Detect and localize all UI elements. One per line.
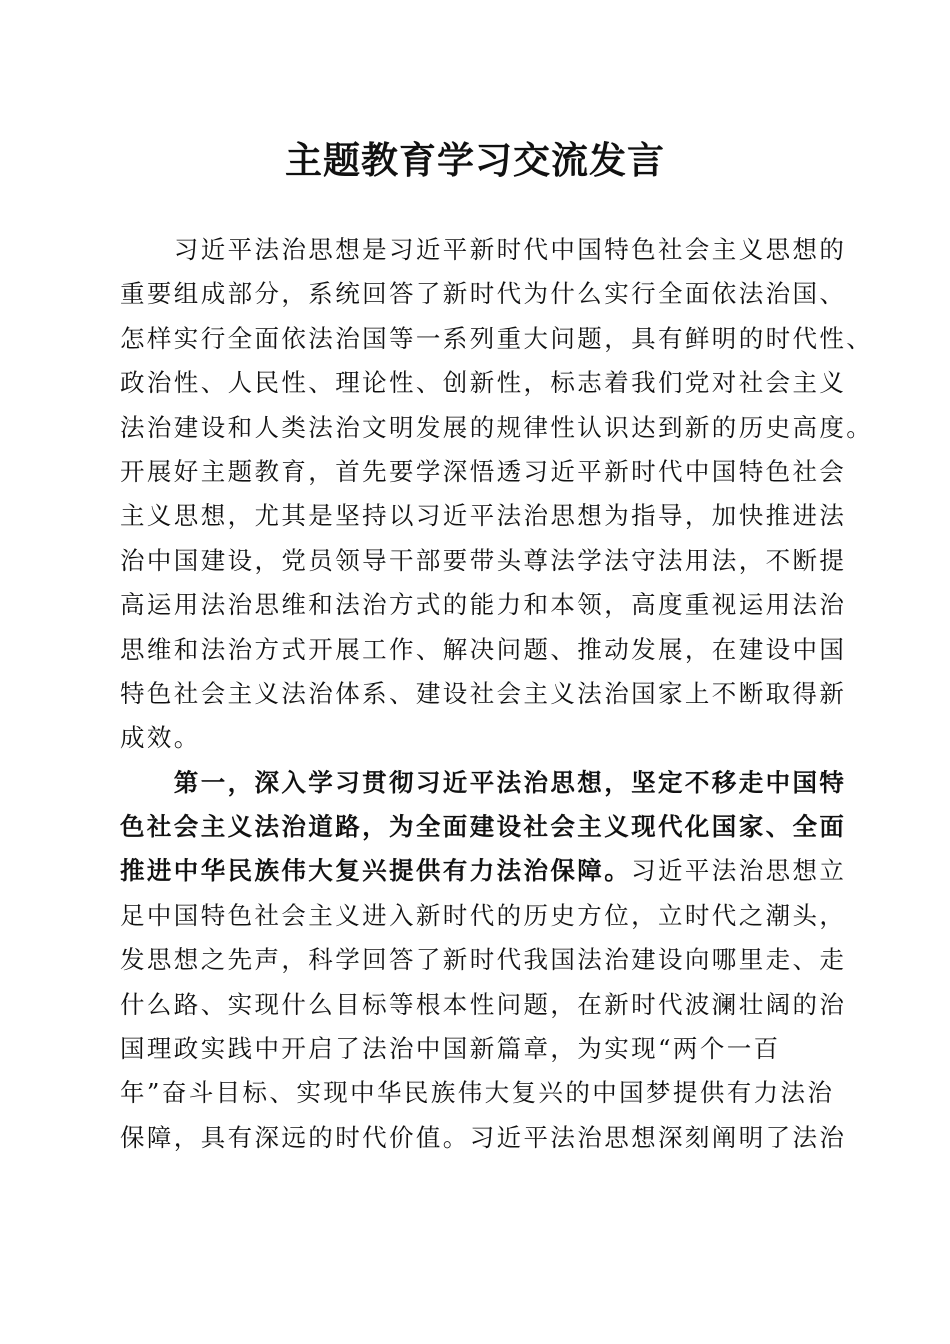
paragraph-1-line: 主义思想，尤其是坚持以习近平法治思想为指导，加快推进法 xyxy=(120,501,847,531)
paragraph-1-line: 特色社会主义法治体系、建设社会主义法治国家上不断取得新 xyxy=(120,678,847,708)
paragraph-2-mixed-line xyxy=(120,849,847,893)
paragraph-2-line: 什么路、实现什么目标等根本性问题，在新时代波澜壮阔的治 xyxy=(120,989,847,1019)
paragraph-2-line: 足中国特色社会主义进入新时代的历史方位，立时代之潮头， xyxy=(120,900,847,930)
document-body xyxy=(120,228,874,1160)
paragraph-2-text-start: 习近平法治思想立 xyxy=(631,856,847,886)
paragraph-2-line: 发思想之先声，科学回答了新时代我国法治建设向哪里走、走 xyxy=(120,945,847,975)
paragraph-1-line: 政治性、人民性、理论性、创新性，标志着我们党对社会主义 xyxy=(120,368,847,398)
paragraph-1-line: 开展好主题教育，首先要学深悟透习近平新时代中国特色社会 xyxy=(120,456,847,486)
document-title: 主题教育学习交流发言 xyxy=(285,138,665,182)
paragraph-1-line: 成效。 xyxy=(120,723,201,753)
paragraph-1-line: 怎样实行全面依法治国等一系列重大问题，具有鲜明的时代性、 xyxy=(120,323,874,353)
paragraph-1-line: 思维和法治方式开展工作、解决问题、推动发展，在建设中国 xyxy=(120,634,847,664)
paragraph-1-line: 重要组成部分，系统回答了新时代为什么实行全面依法治国、 xyxy=(120,279,847,309)
paragraph-2-heading-line: 色社会主义法治道路，为全面建设社会主义现代化国家、全面 xyxy=(120,812,847,842)
paragraph-1-line: 习近平法治思想是习近平新时代中国特色社会主义思想的 xyxy=(120,235,847,264)
paragraph-1-line: 法治建设和人类法治文明发展的规律性认识达到新的历史高度。 xyxy=(120,412,874,442)
paragraph-1-line: 治中国建设，党员领导干部要带头尊法学法守法用法，不断提 xyxy=(120,545,847,575)
paragraph-2-line: 年”奋斗目标、实现中华民族伟大复兴的中国梦提供有力法治 xyxy=(120,1078,835,1108)
paragraph-1-line: 高运用法治思维和法治方式的能力和本领，高度重视运用法治 xyxy=(120,590,847,620)
paragraph-2-line: 保障，具有深远的时代价值。习近平法治思想深刻阐明了法治 xyxy=(120,1122,847,1152)
paragraph-2-heading-end: 推进中华民族伟大复兴提供有力法治保障。 xyxy=(120,856,632,886)
paragraph-2-heading-line: 第一，深入学习贯彻习近平法治思想，坚定不移走中国特 xyxy=(120,767,847,797)
paragraph-2-line: 国理政实践中开启了法治中国新篇章，为实现“两个一百 xyxy=(120,1034,781,1064)
